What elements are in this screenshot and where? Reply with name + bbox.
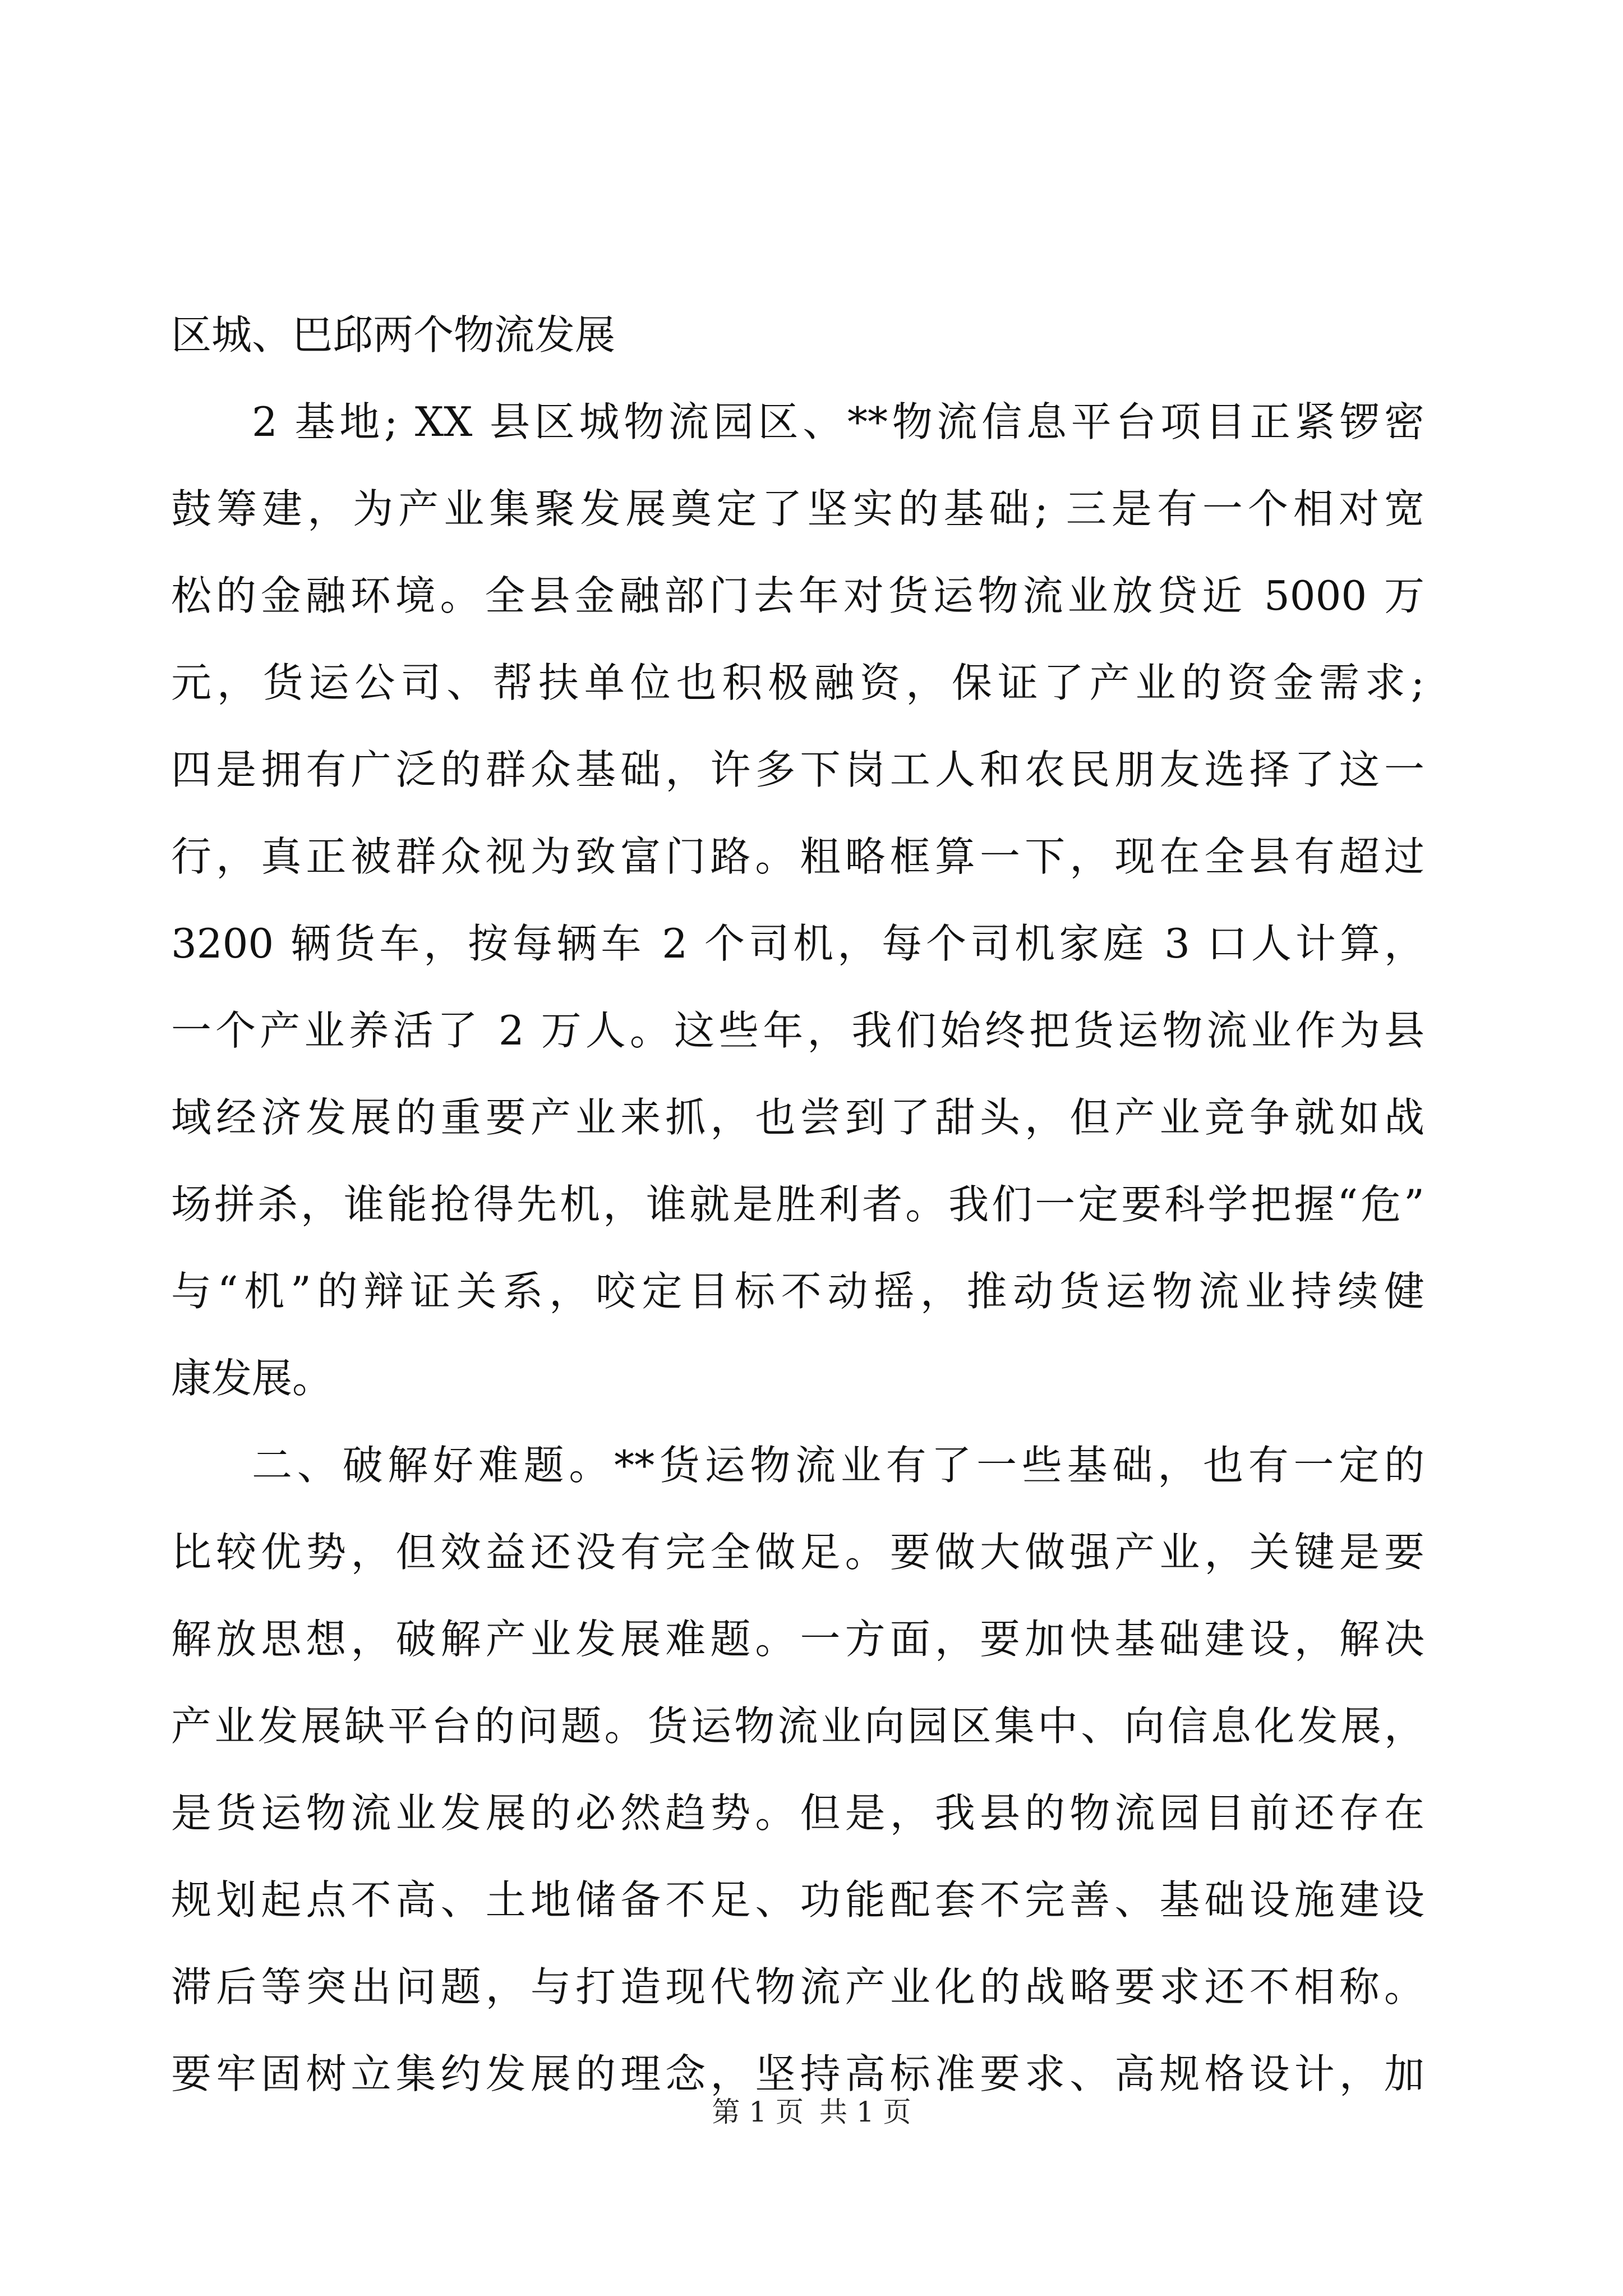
text-line: 四是拥有广泛的群众基础，许多下岗工人和农民朋友选择了这一 [171, 746, 1424, 793]
page-footer [0, 2090, 1623, 2130]
text-line: 域经济发展的重要产业来抓，也尝到了甜头，但产业竞争就如战 [171, 1094, 1424, 1141]
text-line: 3200 辆货车，按每辆车 2 个司机，每个司机家庭 3 口人计算， [171, 920, 1424, 967]
text-line: 鼓筹建，为产业集聚发展奠定了坚实的基础; 三是有一个相对宽 [171, 485, 1424, 532]
text-line: 是货运物流业发展的必然趋势。但是，我县的物流园目前还存在 [171, 1789, 1424, 1837]
text-line: 场拼杀，谁能抢得先机，谁就是胜利者。我们一定要科学把握“危” [171, 1181, 1424, 1228]
text-line: 一个产业养活了 2 万人。这些年，我们始终把货运物流业作为县 [171, 1007, 1424, 1054]
text-line: 解放思想，破解产业发展难题。一方面，要加快基础建设，解决 [171, 1616, 1424, 1663]
text-line: 康发展。 [171, 1355, 333, 1402]
text-line: 规划起点不高、土地储备不足、功能配套不完善、基础设施建设 [171, 1876, 1424, 1924]
text-line: 二、破解好难题。**货运物流业有了一些基础，也有一定的 [252, 1442, 1424, 1489]
text-line: 滞后等突出问题，与打造现代物流产业化的战略要求还不相称。 [171, 1963, 1424, 2010]
page-total: 共 1 页 [819, 2096, 911, 2128]
text-line: 比较优势，但效益还没有完全做足。要做大做强产业，关键是要 [171, 1529, 1424, 1576]
text-line: 2 基地; XX 县区城物流园区、**物流信息平台项目正紧锣密 [252, 398, 1424, 445]
page-number: 第 1 页 [712, 2096, 804, 2128]
text-line: 产业发展缺平台的问题。货运物流业向园区集中、向信息化发展， [171, 1703, 1424, 1750]
text-line: 松的金融环境。全县金融部门去年对货运物流业放贷近 5000 万 [171, 572, 1424, 619]
document-body [171, 292, 1424, 2118]
text-line: 元，货运公司、帮扶单位也积极融资，保证了产业的资金需求; [171, 659, 1424, 706]
text-line: 行，真正被群众视为致富门路。粗略框算一下，现在全县有超过 [171, 833, 1424, 880]
text-line: 要牢固树立集约发展的理念，坚持高标准要求、高规格设计，加 [171, 2050, 1424, 2097]
text-line: 区城、巴邱两个物流发展 [171, 311, 616, 358]
text-line: 与“机”的辩证关系，咬定目标不动摇，推动货运物流业持续健 [171, 1268, 1424, 1315]
